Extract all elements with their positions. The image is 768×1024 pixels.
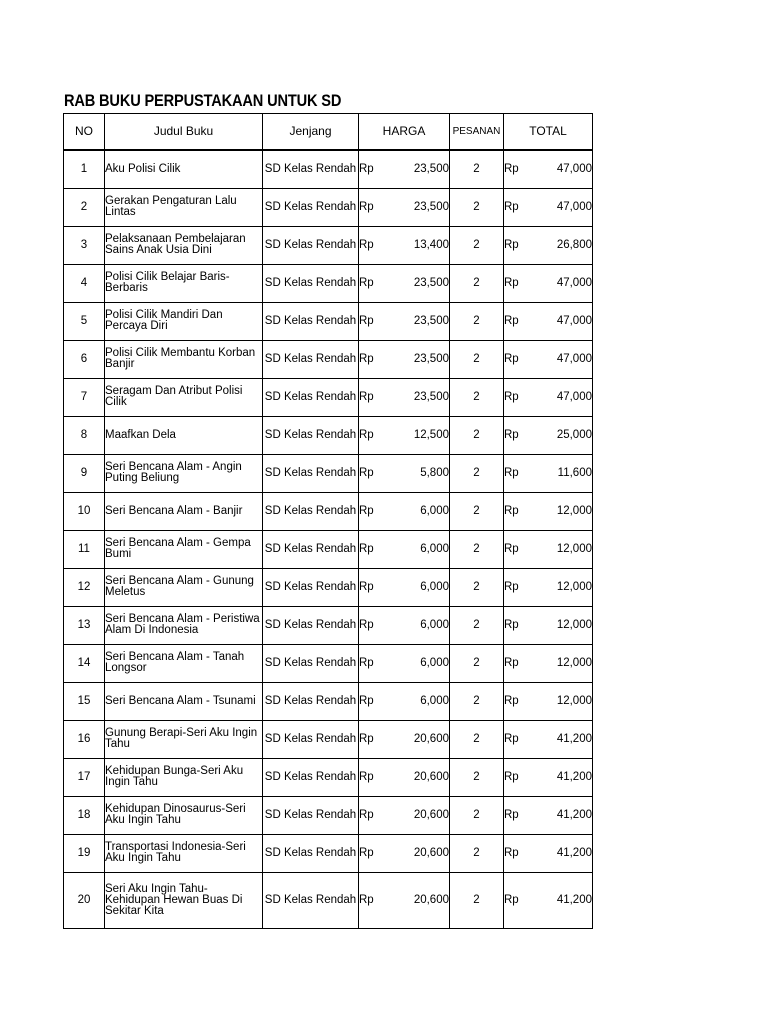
cell-judul-buku: Pelaksanaan Pembelajaran Sains Anak Usia Dini — [105, 226, 263, 264]
cell-no: 5 — [64, 302, 105, 340]
table-row — [64, 796, 593, 834]
cell-harga-currency: Rp — [359, 644, 399, 682]
cell-total-currency: Rp — [504, 530, 544, 568]
cell-jenjang: SD Kelas Rendah — [263, 302, 359, 340]
cell-harga: 23,500 — [399, 150, 450, 188]
table-row — [64, 530, 593, 568]
cell-total: 25,000 — [544, 416, 593, 454]
table-row — [64, 720, 593, 758]
cell-total: 12,000 — [544, 606, 593, 644]
cell-total: 41,200 — [544, 796, 593, 834]
cell-total-currency: Rp — [504, 796, 544, 834]
cell-judul-buku: Seri Bencana Alam - Gunung Meletus — [105, 568, 263, 606]
cell-no: 13 — [64, 606, 105, 644]
cell-total-currency: Rp — [504, 416, 544, 454]
cell-harga-currency: Rp — [359, 758, 399, 796]
cell-harga: 5,800 — [399, 454, 450, 492]
cell-no: 9 — [64, 454, 105, 492]
cell-judul-buku: Kehidupan Dinosaurus-Seri Aku Ingin Tahu — [105, 796, 263, 834]
cell-judul-buku: Polisi Cilik Belajar Baris-Berbaris — [105, 264, 263, 302]
cell-total-currency: Rp — [504, 340, 544, 378]
cell-jenjang: SD Kelas Rendah — [263, 796, 359, 834]
cell-jenjang: SD Kelas Rendah — [263, 758, 359, 796]
cell-total: 41,200 — [544, 834, 593, 872]
cell-total: 47,000 — [544, 150, 593, 188]
cell-pesanan: 2 — [450, 796, 504, 834]
cell-judul-buku: Seri Bencana Alam - Tsunami — [105, 682, 263, 720]
cell-jenjang: SD Kelas Rendah — [263, 568, 359, 606]
table-row — [64, 606, 593, 644]
cell-harga-currency: Rp — [359, 834, 399, 872]
cell-total: 12,000 — [544, 530, 593, 568]
table-row — [64, 302, 593, 340]
cell-jenjang: SD Kelas Rendah — [263, 226, 359, 264]
cell-no: 15 — [64, 682, 105, 720]
cell-jenjang: SD Kelas Rendah — [263, 188, 359, 226]
cell-harga-currency: Rp — [359, 872, 399, 928]
cell-harga: 6,000 — [399, 568, 450, 606]
table-row — [64, 644, 593, 682]
cell-total-currency: Rp — [504, 226, 544, 264]
cell-pesanan: 2 — [450, 568, 504, 606]
cell-jenjang: SD Kelas Rendah — [263, 606, 359, 644]
table-row — [64, 758, 593, 796]
cell-total-currency: Rp — [504, 264, 544, 302]
cell-pesanan: 2 — [450, 150, 504, 188]
cell-pesanan: 2 — [450, 226, 504, 264]
cell-no: 6 — [64, 340, 105, 378]
cell-harga: 6,000 — [399, 606, 450, 644]
cell-harga: 6,000 — [399, 530, 450, 568]
cell-no: 14 — [64, 644, 105, 682]
cell-total-currency: Rp — [504, 302, 544, 340]
cell-judul-buku: Aku Polisi Cilik — [105, 150, 263, 188]
cell-pesanan: 2 — [450, 720, 504, 758]
cell-no: 18 — [64, 796, 105, 834]
cell-no: 4 — [64, 264, 105, 302]
cell-total-currency: Rp — [504, 568, 544, 606]
cell-total-currency: Rp — [504, 872, 544, 928]
cell-judul-buku: Seri Bencana Alam - Peristiwa Alam Di Indonesia — [105, 606, 263, 644]
cell-total: 41,200 — [544, 720, 593, 758]
cell-no: 7 — [64, 378, 105, 416]
cell-judul-buku: Transportasi Indonesia-Seri Aku Ingin Tahu — [105, 834, 263, 872]
cell-judul-buku: Seri Bencana Alam - Tanah Longsor — [105, 644, 263, 682]
cell-pesanan: 2 — [450, 302, 504, 340]
cell-harga: 20,600 — [399, 834, 450, 872]
cell-harga: 23,500 — [399, 264, 450, 302]
header-judul-buku: Judul Buku — [105, 114, 263, 151]
cell-total: 12,000 — [544, 682, 593, 720]
cell-total-currency: Rp — [504, 492, 544, 530]
table-row — [64, 454, 593, 492]
cell-jenjang: SD Kelas Rendah — [263, 378, 359, 416]
cell-total: 12,000 — [544, 492, 593, 530]
cell-judul-buku: Seri Aku Ingin Tahu-Kehidupan Hewan Buas Di Sekitar Kita — [105, 872, 263, 928]
cell-total-currency: Rp — [504, 454, 544, 492]
cell-jenjang: SD Kelas Rendah — [263, 492, 359, 530]
cell-harga-currency: Rp — [359, 796, 399, 834]
cell-no: 2 — [64, 188, 105, 226]
cell-no: 8 — [64, 416, 105, 454]
cell-total-currency: Rp — [504, 720, 544, 758]
cell-jenjang: SD Kelas Rendah — [263, 264, 359, 302]
table-row — [64, 834, 593, 872]
cell-harga: 13,400 — [399, 226, 450, 264]
cell-no: 1 — [64, 150, 105, 188]
cell-jenjang: SD Kelas Rendah — [263, 150, 359, 188]
cell-harga: 20,600 — [399, 796, 450, 834]
cell-pesanan: 2 — [450, 834, 504, 872]
cell-harga-currency: Rp — [359, 492, 399, 530]
cell-harga: 23,500 — [399, 340, 450, 378]
cell-harga-currency: Rp — [359, 416, 399, 454]
header-total: TOTAL — [504, 114, 593, 151]
table-row — [64, 226, 593, 264]
table-row — [64, 188, 593, 226]
cell-harga-currency: Rp — [359, 568, 399, 606]
cell-harga-currency: Rp — [359, 264, 399, 302]
cell-pesanan: 2 — [450, 378, 504, 416]
header-harga: HARGA — [359, 114, 450, 151]
cell-harga: 23,500 — [399, 302, 450, 340]
cell-total-currency: Rp — [504, 644, 544, 682]
cell-total-currency: Rp — [504, 606, 544, 644]
cell-no: 17 — [64, 758, 105, 796]
cell-pesanan: 2 — [450, 454, 504, 492]
cell-harga-currency: Rp — [359, 226, 399, 264]
cell-pesanan: 2 — [450, 606, 504, 644]
cell-total: 47,000 — [544, 188, 593, 226]
rab-table — [63, 113, 593, 929]
cell-harga-currency: Rp — [359, 454, 399, 492]
cell-harga: 6,000 — [399, 644, 450, 682]
cell-no: 16 — [64, 720, 105, 758]
cell-harga: 6,000 — [399, 682, 450, 720]
cell-total: 47,000 — [544, 264, 593, 302]
cell-jenjang: SD Kelas Rendah — [263, 644, 359, 682]
cell-no: 3 — [64, 226, 105, 264]
table-header-row — [64, 114, 593, 151]
table-row — [64, 682, 593, 720]
cell-harga: 20,600 — [399, 758, 450, 796]
table-row — [64, 568, 593, 606]
cell-harga-currency: Rp — [359, 720, 399, 758]
cell-judul-buku: Seri Bencana Alam - Gempa Bumi — [105, 530, 263, 568]
cell-total: 41,200 — [544, 758, 593, 796]
cell-total-currency: Rp — [504, 682, 544, 720]
cell-harga-currency: Rp — [359, 606, 399, 644]
cell-judul-buku: Seragam Dan Atribut Polisi Cilik — [105, 378, 263, 416]
table-row — [64, 492, 593, 530]
cell-total: 26,800 — [544, 226, 593, 264]
cell-harga: 12,500 — [399, 416, 450, 454]
cell-pesanan: 2 — [450, 758, 504, 796]
cell-jenjang: SD Kelas Rendah — [263, 834, 359, 872]
cell-judul-buku: Seri Bencana Alam - Banjir — [105, 492, 263, 530]
cell-pesanan: 2 — [450, 416, 504, 454]
cell-jenjang: SD Kelas Rendah — [263, 454, 359, 492]
cell-harga: 20,600 — [399, 720, 450, 758]
cell-total: 47,000 — [544, 378, 593, 416]
cell-total: 11,600 — [544, 454, 593, 492]
cell-pesanan: 2 — [450, 530, 504, 568]
cell-pesanan: 2 — [450, 492, 504, 530]
cell-harga-currency: Rp — [359, 302, 399, 340]
cell-no: 10 — [64, 492, 105, 530]
cell-total: 47,000 — [544, 302, 593, 340]
cell-no: 11 — [64, 530, 105, 568]
cell-pesanan: 2 — [450, 682, 504, 720]
header-no: NO — [64, 114, 105, 151]
cell-total: 47,000 — [544, 340, 593, 378]
table-row — [64, 872, 593, 928]
cell-harga: 23,500 — [399, 378, 450, 416]
cell-harga: 6,000 — [399, 492, 450, 530]
cell-judul-buku: Polisi Cilik Mandiri Dan Percaya Diri — [105, 302, 263, 340]
cell-total-currency: Rp — [504, 834, 544, 872]
table-row — [64, 416, 593, 454]
cell-total: 12,000 — [544, 644, 593, 682]
cell-judul-buku: Polisi Cilik Membantu Korban Banjir — [105, 340, 263, 378]
cell-no: 19 — [64, 834, 105, 872]
cell-total: 41,200 — [544, 872, 593, 928]
cell-jenjang: SD Kelas Rendah — [263, 530, 359, 568]
cell-total-currency: Rp — [504, 758, 544, 796]
cell-harga-currency: Rp — [359, 150, 399, 188]
cell-no: 20 — [64, 872, 105, 928]
cell-harga-currency: Rp — [359, 188, 399, 226]
table-body — [64, 150, 593, 928]
cell-jenjang: SD Kelas Rendah — [263, 872, 359, 928]
cell-judul-buku: Gunung Berapi-Seri Aku Ingin Tahu — [105, 720, 263, 758]
table-row — [64, 378, 593, 416]
cell-judul-buku: Gerakan Pengaturan Lalu Lintas — [105, 188, 263, 226]
cell-harga-currency: Rp — [359, 530, 399, 568]
page-title: RAB BUKU PERPUSTAKAAN UNTUK SD — [64, 91, 342, 110]
cell-total-currency: Rp — [504, 188, 544, 226]
cell-judul-buku: Seri Bencana Alam - Angin Puting Beliung — [105, 454, 263, 492]
cell-total: 12,000 — [544, 568, 593, 606]
cell-harga: 23,500 — [399, 188, 450, 226]
cell-pesanan: 2 — [450, 264, 504, 302]
cell-pesanan: 2 — [450, 188, 504, 226]
cell-judul-buku: Kehidupan Bunga-Seri Aku Ingin Tahu — [105, 758, 263, 796]
table-row — [64, 340, 593, 378]
cell-jenjang: SD Kelas Rendah — [263, 682, 359, 720]
table-row — [64, 264, 593, 302]
cell-pesanan: 2 — [450, 340, 504, 378]
header-pesanan: PESANAN — [450, 114, 504, 151]
cell-judul-buku: Maafkan Dela — [105, 416, 263, 454]
cell-harga-currency: Rp — [359, 682, 399, 720]
cell-no: 12 — [64, 568, 105, 606]
cell-jenjang: SD Kelas Rendah — [263, 720, 359, 758]
cell-pesanan: 2 — [450, 872, 504, 928]
cell-harga: 20,600 — [399, 872, 450, 928]
cell-total-currency: Rp — [504, 150, 544, 188]
cell-total-currency: Rp — [504, 378, 544, 416]
cell-harga-currency: Rp — [359, 340, 399, 378]
table-row — [64, 150, 593, 188]
cell-jenjang: SD Kelas Rendah — [263, 340, 359, 378]
header-jenjang: Jenjang — [263, 114, 359, 151]
cell-pesanan: 2 — [450, 644, 504, 682]
cell-harga-currency: Rp — [359, 378, 399, 416]
cell-jenjang: SD Kelas Rendah — [263, 416, 359, 454]
